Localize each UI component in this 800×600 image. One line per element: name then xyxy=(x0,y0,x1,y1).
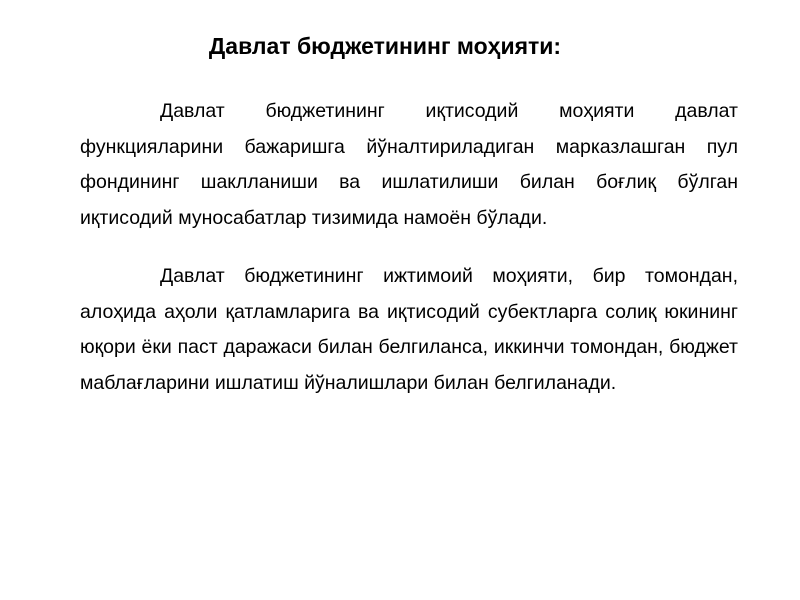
body-text xyxy=(80,94,738,424)
paragraph-economic-essence: Давлат бюджетининг иқтисодий моҳияти давлат функцияларини бажаришга йўналтириладиган марказлашган пул фондининг шаклланиши ва ишлатилиши билан боғлиқ бўлган иқтисодий муносабатлар тизимида намоён бўлади. xyxy=(80,100,738,229)
paragraph-social-essence: Давлат бюджетининг ижтимоий моҳияти, бир томондан, алоҳида аҳоли қатламларига ва иқтисодий субектларга солиқ юкининг юқори ёки паст даражаси билан белгиланса, иккинчи томондан, бюджет маблағларини ишлатиш йўналишлари билан белгиланади. xyxy=(80,265,738,394)
page-title: Давлат бюджетининг моҳияти: xyxy=(208,33,562,59)
